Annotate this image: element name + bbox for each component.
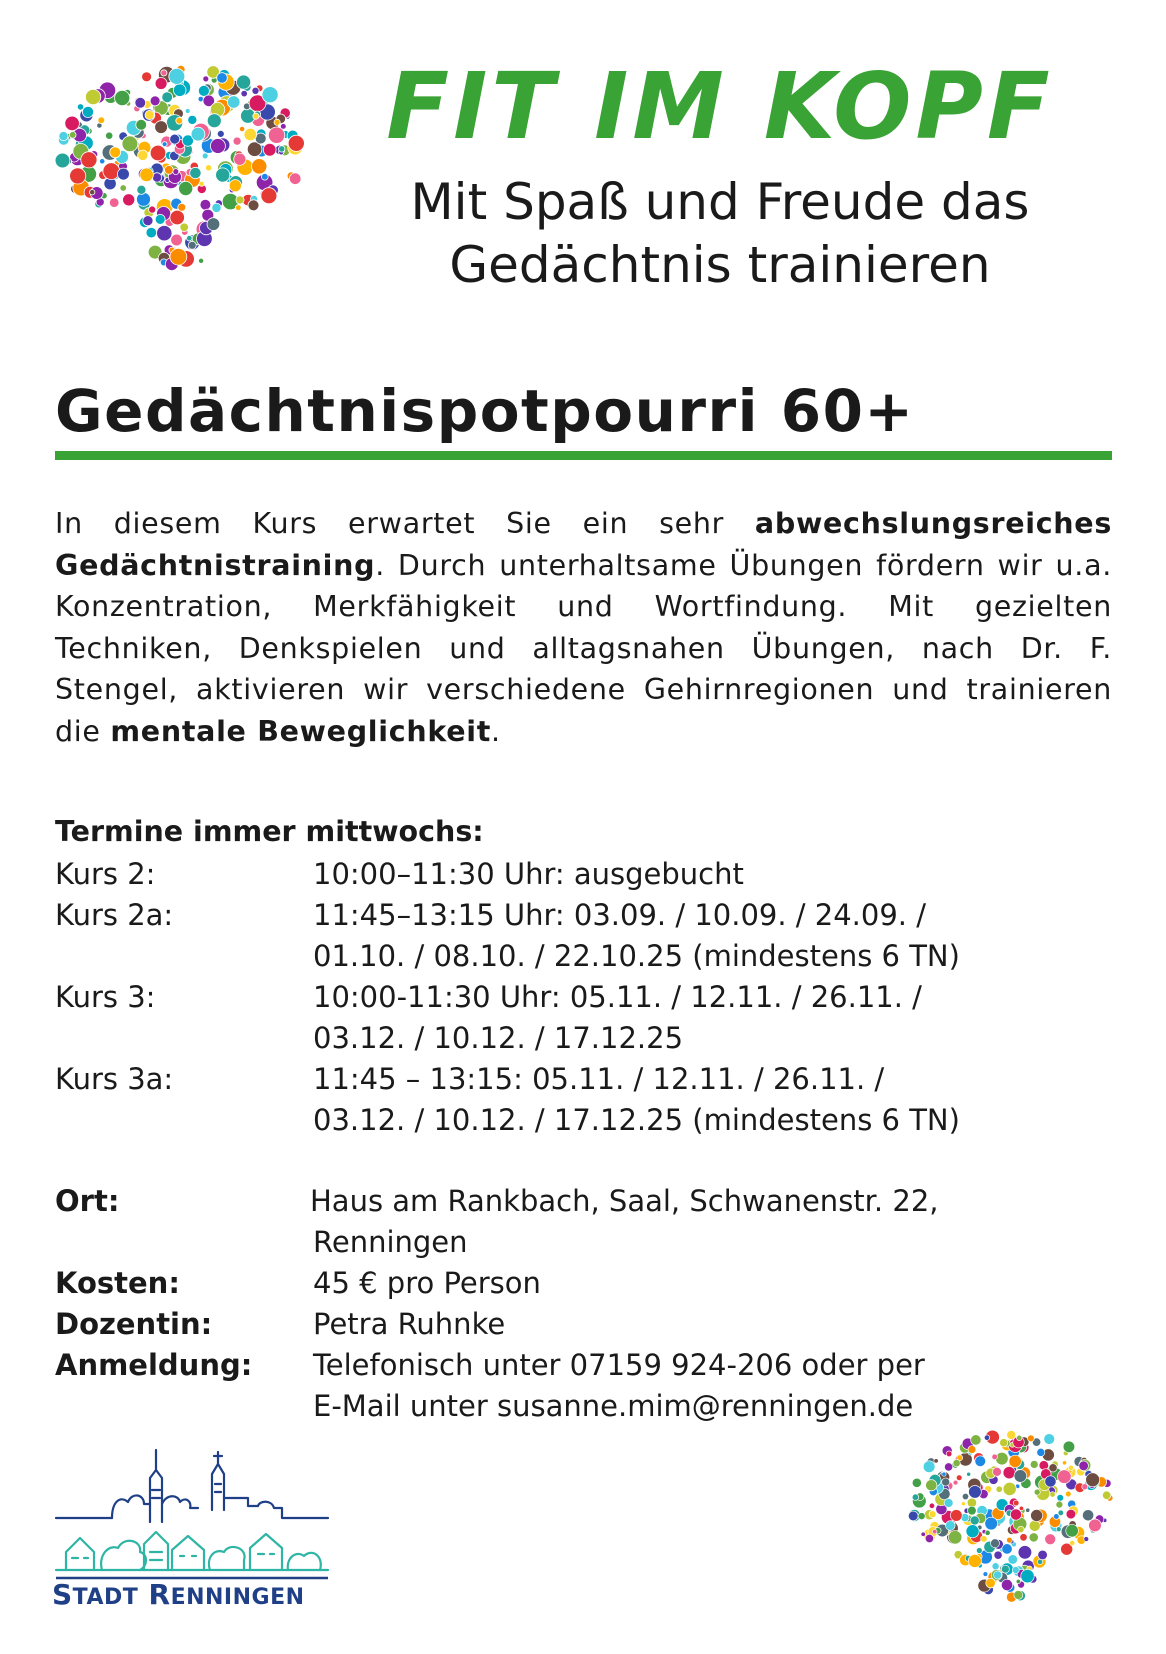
brain-dot	[239, 126, 244, 131]
brain-dot	[1070, 1540, 1075, 1545]
brain-dot	[143, 216, 153, 226]
town-logo-text	[52, 1578, 352, 1615]
course-description	[55, 503, 1112, 752]
brain-dot	[1050, 1492, 1055, 1497]
description-text: . Durch unterhaltsame Übungen fördern wir u.a. Konzentration, Merkfähigkeit und Wortfindung. Mit gezielten Techniken, Denkspielen und alltagsnahen Übungen, nach Dr. F. Stengel, aktivieren wir verschiedene Gehirnregionen und trainieren die	[55, 548, 1112, 748]
brain-dot	[1001, 1565, 1009, 1573]
brain-dot	[252, 87, 259, 94]
brain-dot	[115, 90, 130, 105]
brain-dot	[953, 1480, 958, 1485]
brain-dot	[996, 1486, 1002, 1492]
brain-dot	[142, 72, 152, 82]
brain-dot	[1019, 1506, 1023, 1510]
brain-dot	[202, 153, 208, 159]
brain-dot	[961, 1502, 965, 1506]
brain-dot	[953, 1459, 960, 1466]
brain-dot	[103, 163, 120, 180]
brain-dot	[962, 1493, 968, 1499]
brain-dot	[1009, 1455, 1021, 1467]
brain-dot	[996, 1452, 1009, 1465]
brain-dot	[1068, 1465, 1073, 1470]
flyer-title: FIT IM KOPF	[386, 53, 1054, 160]
brain-dot	[135, 97, 146, 108]
brain-dot	[1026, 1508, 1030, 1512]
brain-dot	[984, 1435, 989, 1440]
brain-dot	[261, 173, 268, 180]
brain-dot	[918, 1513, 925, 1520]
brain-dot	[967, 1506, 976, 1515]
logo-letter: S	[52, 1578, 73, 1611]
brain-dot	[178, 203, 186, 211]
brain-dot	[199, 181, 204, 186]
brain-dot	[1014, 1470, 1027, 1483]
brain-dot	[942, 1478, 950, 1486]
brain-dot	[90, 190, 95, 195]
brain-dot	[967, 1472, 971, 1476]
brain-dot	[149, 206, 156, 213]
brain-dot	[932, 1529, 937, 1534]
brain-dot	[993, 1467, 1002, 1476]
brain-dot	[1063, 1441, 1075, 1453]
course-label: Kurs 3:	[55, 980, 156, 1014]
brain-dot	[942, 1472, 946, 1476]
brain-dot	[921, 1532, 925, 1536]
brain-dot	[69, 132, 76, 139]
brain-dot	[908, 1511, 918, 1521]
brain-dot	[948, 1531, 961, 1544]
brain-dot	[1054, 1514, 1060, 1520]
brain-dot	[263, 143, 276, 156]
brain-dot	[98, 117, 105, 124]
brain-dot	[929, 1511, 936, 1518]
instructor-value: Petra Ruhnke	[313, 1307, 506, 1341]
brain-dot	[929, 1503, 934, 1508]
brain-dot	[991, 1539, 1000, 1548]
subtitle-line-1: Mit Spaß und Freude das	[410, 173, 1030, 231]
brain-dot	[162, 142, 167, 147]
brain-dot	[926, 1480, 937, 1491]
brain-dot	[1057, 1470, 1071, 1484]
brain-dot	[981, 1536, 988, 1543]
brain-dot	[956, 1475, 962, 1481]
brain-dot	[1045, 1476, 1056, 1487]
brain-dot	[155, 78, 167, 90]
brain-dot	[975, 1456, 986, 1467]
course-times: 03.12. / 10.12. / 17.12.25	[313, 1021, 684, 1055]
brain-dot	[150, 96, 160, 106]
brain-dot	[165, 166, 174, 175]
brain-dot	[217, 73, 228, 84]
brain-dot	[968, 1554, 981, 1567]
brain-dot	[268, 127, 284, 143]
brain-dot	[950, 1510, 962, 1522]
brain-dot	[173, 169, 179, 175]
brain-dot	[229, 180, 241, 192]
brain-dot	[236, 196, 244, 204]
brain-dot	[234, 153, 246, 165]
brain-dot	[155, 214, 165, 224]
brain-dot	[188, 115, 197, 124]
description-text: In diesem Kurs erwartet Sie ein sehr	[55, 507, 755, 540]
brain-dot	[235, 205, 241, 211]
location-value: Haus am Rankbach, Saal, Schwanenstr. 22,	[310, 1184, 939, 1218]
brain-dot	[185, 109, 190, 114]
brain-dot	[253, 113, 259, 119]
brain-dot	[187, 235, 193, 241]
brain-dot	[1018, 1546, 1032, 1560]
location-label: Ort:	[55, 1184, 120, 1218]
brain-dot	[274, 119, 280, 125]
course-times: 01.10. / 08.10. / 22.10.25 (mindestens 6 TN)	[313, 939, 960, 973]
brain-dot	[1044, 1434, 1055, 1445]
course-times: 10:00–11:30 Uhr: ausgebucht	[313, 857, 744, 891]
brain-dot	[1012, 1567, 1019, 1574]
brain-dot	[1037, 1448, 1045, 1456]
brain-dot	[150, 145, 166, 161]
brain-dot	[157, 226, 172, 241]
brain-dot	[1065, 1491, 1071, 1497]
course-label: Kurs 3a:	[55, 1062, 174, 1096]
brain-dot	[1016, 1579, 1020, 1583]
brain-dot	[207, 218, 220, 231]
course-title: Gedächtnispotpourri 60+	[55, 377, 915, 445]
brain-dot	[1030, 1460, 1038, 1468]
brain-dot	[216, 168, 230, 182]
brain-dot	[1014, 1591, 1023, 1600]
course-label: Kurs 2:	[55, 857, 156, 891]
brain-dot	[970, 1516, 979, 1525]
brain-dot	[170, 210, 185, 225]
brain-dot	[190, 167, 201, 178]
logo-word: ENNINGEN	[170, 1585, 305, 1610]
brain-dot	[1102, 1491, 1110, 1499]
brain-dot	[261, 188, 277, 204]
description-highlight: abwechslungsreiches Gedächtnistraining	[55, 507, 1112, 582]
brain-dot	[1082, 1484, 1088, 1490]
brain-dot	[55, 153, 70, 168]
logo-letter: R	[148, 1578, 171, 1611]
brain-dot	[1017, 1435, 1022, 1440]
brain-dot	[1020, 1534, 1027, 1541]
brain-dot	[205, 165, 211, 171]
brain-dot	[1084, 1537, 1089, 1542]
brain-dot	[968, 1446, 976, 1454]
brain-dot	[212, 203, 221, 212]
brain-dot	[252, 159, 267, 174]
brain-dot	[171, 234, 183, 246]
brain-dot	[200, 199, 211, 210]
brain-dot	[109, 198, 119, 208]
brain-dot	[1056, 1527, 1061, 1532]
brain-dot	[203, 76, 209, 82]
brain-dot	[944, 1463, 952, 1471]
brain-dot	[1056, 1501, 1063, 1508]
course-times: 10:00-11:30 Uhr: 05.11. / 12.11. / 26.11. /	[313, 980, 922, 1014]
brain-dot	[81, 152, 97, 168]
brain-dot	[925, 1534, 933, 1542]
brain-dot	[1008, 1555, 1018, 1565]
brain-dot	[161, 70, 167, 76]
brain-dot	[1007, 1537, 1013, 1543]
brain-dot	[155, 121, 168, 134]
brain-dot	[985, 1530, 990, 1535]
brain-dot	[912, 1494, 918, 1500]
brain-dot	[210, 139, 225, 154]
brain-dot	[1086, 1473, 1100, 1487]
brain-dot	[145, 110, 154, 119]
brain-dot	[1001, 1579, 1012, 1590]
brain-dot	[1003, 1482, 1016, 1495]
brain-dot	[288, 135, 304, 151]
brain-dot	[1045, 1534, 1056, 1545]
brain-dot	[169, 68, 185, 84]
brain-dot	[934, 1459, 938, 1463]
brain-dot	[262, 87, 278, 103]
brain-dot	[120, 185, 127, 192]
brain-dot	[85, 89, 100, 104]
brain-dot	[994, 1551, 1002, 1559]
brain-dot	[146, 227, 157, 238]
brain-dot	[923, 1461, 935, 1473]
brain-dot	[117, 168, 129, 180]
brain-dot	[1066, 1524, 1079, 1537]
brain-dot	[237, 75, 251, 89]
cost-label: Kosten:	[55, 1266, 180, 1300]
brain-dot	[1031, 1509, 1043, 1521]
brain-dot	[1010, 1509, 1021, 1520]
brain-dot	[1018, 1526, 1024, 1532]
brain-dot	[1082, 1510, 1093, 1521]
brain-dot	[1021, 1569, 1034, 1582]
brain-dot	[966, 1525, 979, 1538]
subtitle-line-2: Gedächtnis trainieren	[449, 236, 991, 294]
brain-dot	[1066, 1509, 1076, 1519]
course-times: 11:45–13:15 Uhr: 03.09. / 10.09. / 24.09. /	[313, 898, 926, 932]
location-value: Renningen	[313, 1225, 468, 1259]
course-times: 11:45 – 13:15: 05.11. / 12.11. / 26.11. /	[313, 1062, 885, 1096]
brain-dot	[969, 1486, 982, 1499]
brain-dot	[207, 114, 221, 128]
brain-dot	[170, 134, 180, 144]
brain-dot	[944, 1499, 953, 1508]
brain-dot	[82, 106, 93, 117]
brain-dot	[986, 1578, 996, 1588]
brain-dot	[1062, 1461, 1066, 1465]
brain-dot	[1027, 1435, 1034, 1442]
brain-dot	[1003, 1467, 1015, 1479]
town-skyline-logo	[52, 1440, 332, 1600]
brain-dot	[985, 1517, 998, 1530]
registration-label: Anmeldung:	[55, 1348, 253, 1382]
brain-dot	[241, 90, 248, 97]
brain-dot	[65, 116, 80, 131]
brain-dot	[137, 192, 151, 206]
brain-dot	[1013, 1500, 1019, 1506]
brain-dot	[289, 173, 301, 185]
registration-value: E-Mail unter susanne.mim@renningen.de	[313, 1389, 914, 1423]
instructor-label: Dozentin:	[55, 1307, 213, 1341]
brain-dot	[136, 119, 147, 130]
course-label: Kurs 2a:	[55, 898, 174, 932]
brain-dot	[992, 1454, 998, 1460]
brain-dot	[1038, 1550, 1048, 1560]
brain-dot	[1002, 1544, 1012, 1554]
brain-dot	[244, 128, 257, 141]
brain-dot	[70, 168, 86, 184]
brain-dot	[946, 1451, 952, 1457]
brain-dot	[191, 127, 205, 141]
brain-dot	[233, 137, 241, 145]
description-highlight: mentale Beweglichkeit	[110, 714, 492, 748]
brain-dot	[122, 136, 138, 152]
registration-value: Telefonisch unter 07159 924-206 oder per	[313, 1348, 925, 1382]
brain-dot	[248, 200, 259, 211]
logo-word: TADT	[72, 1585, 139, 1610]
brain-dot	[1057, 1494, 1064, 1501]
brain-dot	[100, 159, 105, 164]
brain-dot	[1049, 1464, 1057, 1472]
brain-dot	[279, 146, 285, 152]
brain-dot	[983, 1572, 988, 1577]
brain-illustration-bottom	[902, 1425, 1122, 1609]
course-times: 03.12. / 10.12. / 17.12.25 (mindestens 6 TN)	[313, 1103, 960, 1137]
brain-dot	[227, 96, 240, 109]
brain-dot	[188, 241, 196, 249]
brain-dot	[176, 117, 183, 124]
brain-dot	[976, 1548, 982, 1554]
brain-dot	[199, 258, 204, 263]
brain-dot	[180, 223, 189, 232]
brain-dot	[179, 181, 193, 195]
brain-dot	[138, 150, 148, 160]
description-text: .	[491, 714, 501, 748]
schedule-heading: Termine immer mittwochs:	[55, 815, 484, 848]
brain-dot	[59, 132, 68, 141]
brain-dot	[992, 1563, 999, 1570]
brain-dot	[106, 132, 113, 139]
brain-dot	[217, 130, 224, 137]
brain-dot	[994, 1571, 1002, 1579]
brain-dot	[110, 147, 121, 158]
brain-dot	[140, 168, 154, 182]
brain-dot	[912, 1478, 921, 1487]
brain-dot	[1089, 1519, 1102, 1532]
brain-dot	[1034, 1489, 1040, 1495]
title-divider	[55, 451, 1112, 460]
brain-illustration-top	[50, 58, 315, 280]
brain-dot	[1000, 1439, 1008, 1447]
brain-dot	[173, 84, 186, 97]
brain-dot	[123, 194, 135, 206]
brain-dot	[162, 92, 173, 103]
brain-dot	[1079, 1461, 1089, 1471]
cost-value: 45 € pro Person	[313, 1266, 541, 1300]
brain-dot	[971, 1435, 981, 1445]
brain-dot	[77, 104, 83, 110]
brain-dot	[946, 1521, 956, 1531]
brain-dot	[1029, 1533, 1038, 1542]
brain-dot	[137, 185, 146, 194]
brain-dot	[170, 248, 187, 265]
